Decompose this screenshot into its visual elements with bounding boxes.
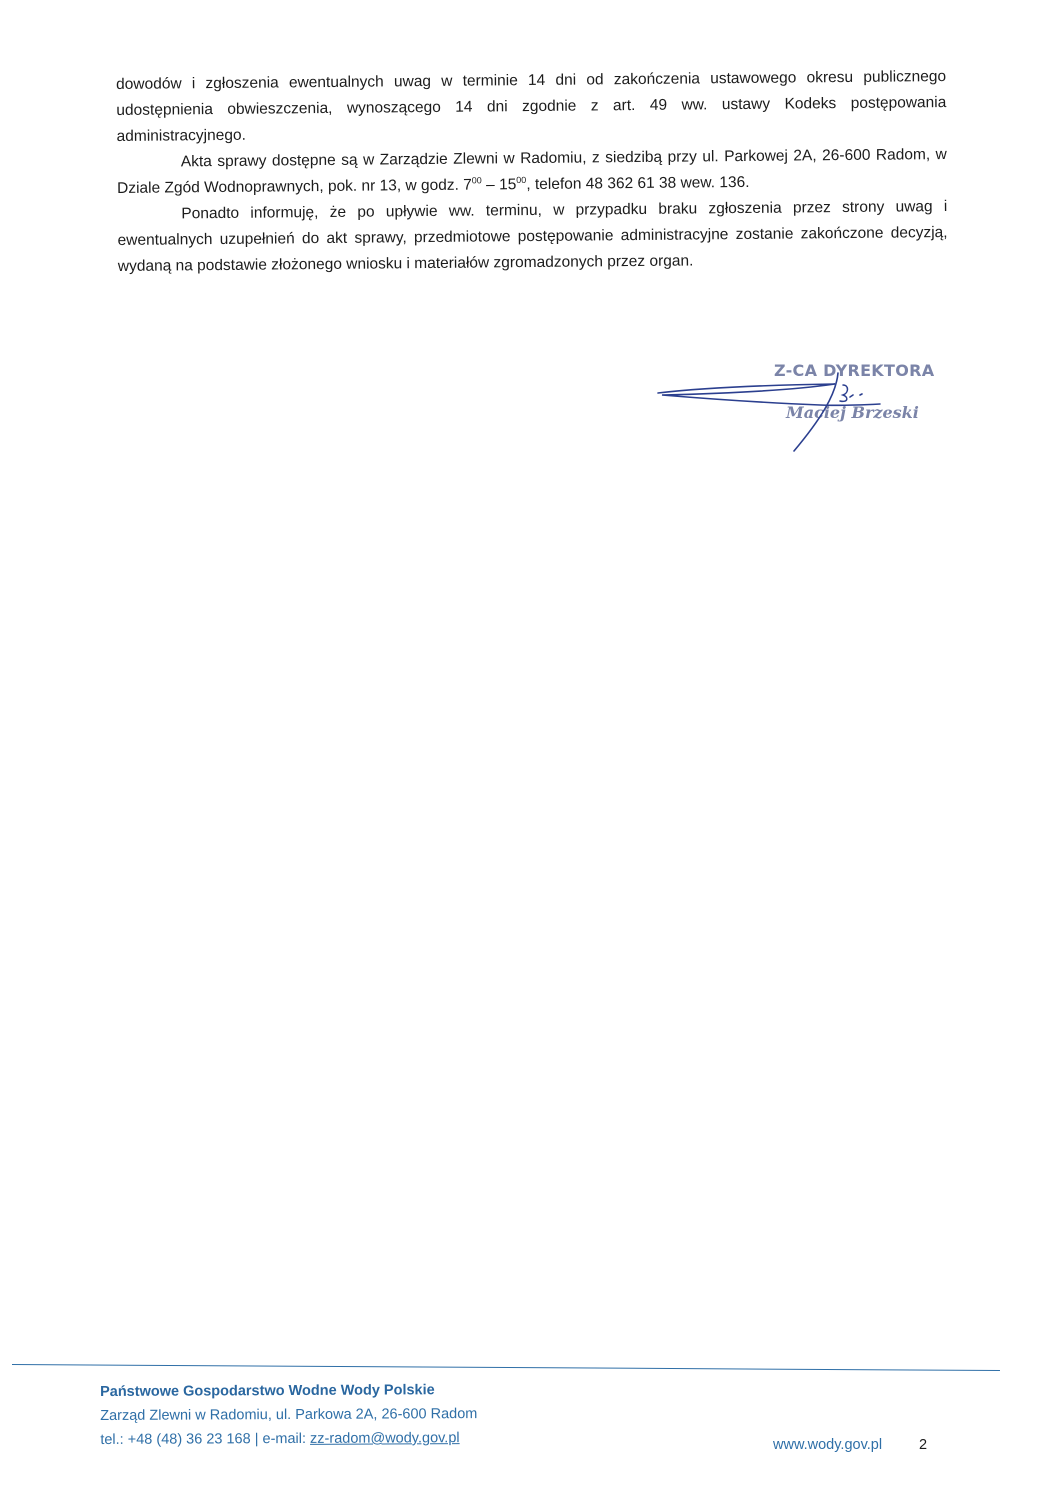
footer-contact: [100, 1425, 700, 1452]
footer-phone: tel.: +48 (48) 36 23 168 | e-mail:: [100, 1430, 311, 1448]
footer-address: Zarząd Zlewni w Radomiu, ul. Parkowa 2A, 26-600 Radom: [100, 1406, 478, 1424]
signature-block: [650, 355, 950, 455]
paragraph-2: [117, 142, 947, 202]
page-number: 2: [919, 1437, 928, 1453]
hours-to-superscript: 00: [516, 174, 527, 186]
stamp-name: Maciej Brzeski: [786, 403, 919, 422]
paragraph-2-text-b: – 15: [481, 176, 517, 194]
paragraph-3: Ponadto informuję, że po upływie ww. terminu, w przypadku braku zgłoszenia przez strony uwag i ewentualnych uzupełnień do akt sprawy, przedmiotowe postępowanie administracyjne zostanie zakończone decyzją, wydaną na podstawie złożonego wniosku i materiałów zgromadzonych przez organ.: [117, 198, 948, 275]
footer: [100, 1377, 700, 1452]
stamp-title: Z-CA DYREKTORA: [774, 361, 935, 380]
handwritten-signature-icon: [650, 355, 950, 455]
paragraph-2-text-c: , telefon 48 362 61 38 wew. 136.: [526, 173, 750, 194]
paragraph-1: dowodów i zgłoszenia ewentualnych uwag w terminie 14 dni od zakończenia ustawowego okresu publicznego udostępnienia obwieszczenia, wynoszącego 14 dni zgodnie z art. 49 ww. ustawy Kodeks postępowania administracyjnego.: [116, 68, 947, 145]
footer-organization: Państwowe Gospodarstwo Wodne Wody Polskie: [100, 1382, 435, 1400]
hours-from-superscript: 00: [471, 175, 482, 186]
footer-divider: [12, 1364, 1000, 1371]
paragraph-2-text-a: Akta sprawy dostępne są w Zarządzie Zlewni w Radomiu, z siedzibą przy ul. Parkowej 2A, 26-600 Radom, w Dziale Zgód Wodnoprawnych, pok. nr 13, w godz. 7: [117, 146, 947, 197]
footer-email-link[interactable]: zz-radom@wody.gov.pl: [309, 1430, 460, 1447]
footer-website-link[interactable]: www.wody.gov.pl: [773, 1437, 883, 1453]
letter-body: [116, 64, 948, 280]
